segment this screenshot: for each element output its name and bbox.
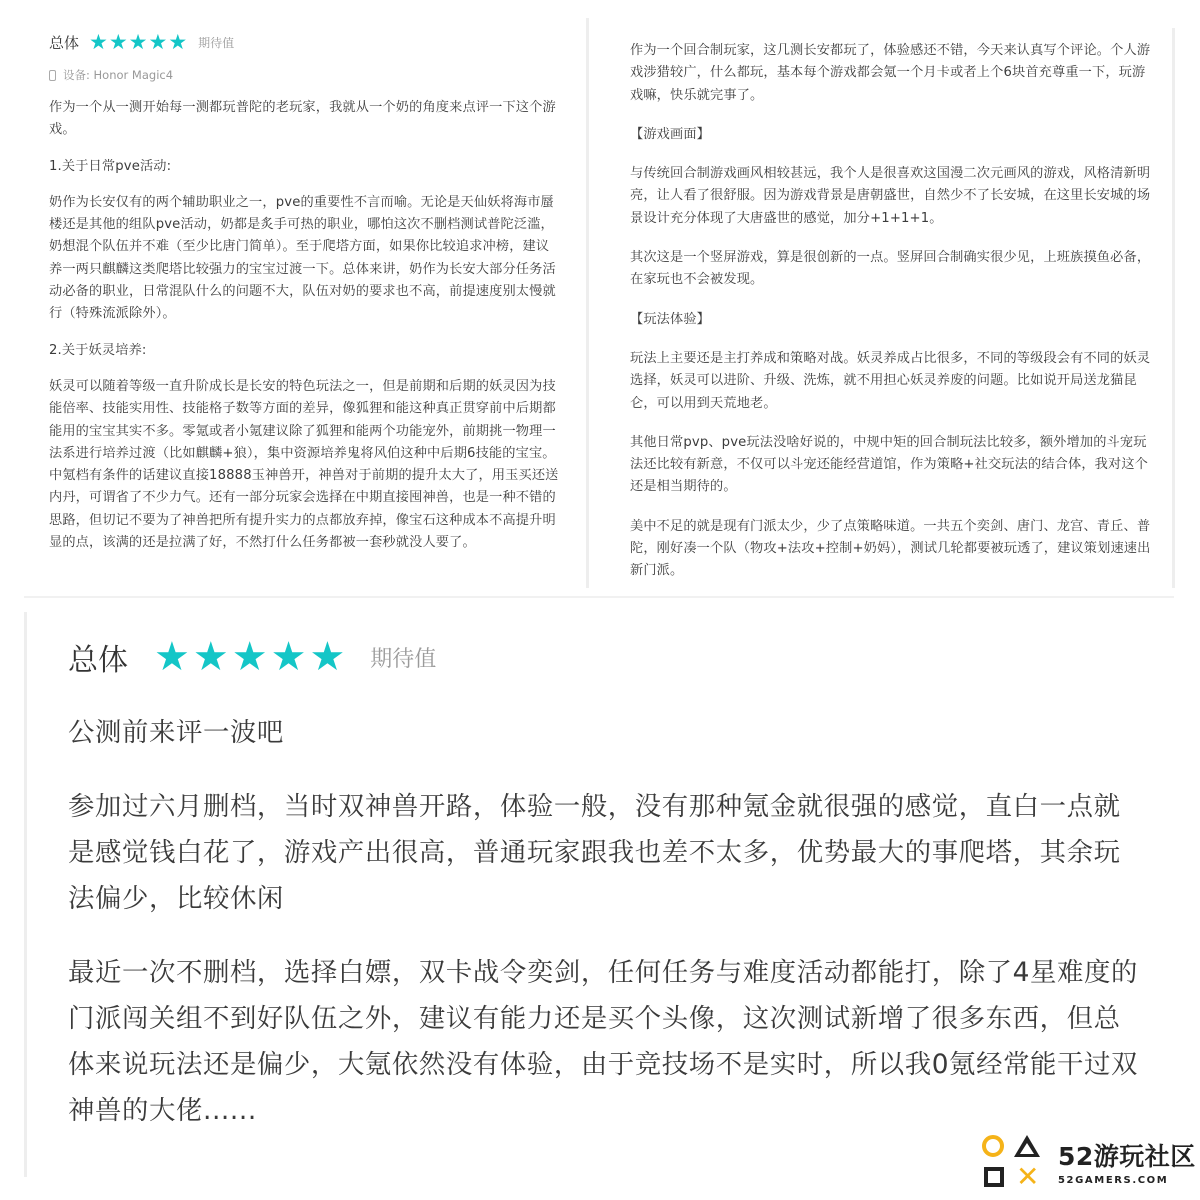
review-paragraph: 其他日常pvp、pve玩法没啥好说的，中规中矩的回合制玩法比较多，额外增加的斗宠玩法还比较有新意，不仅可以斗宠还能经营道馆，作为策略+社交玩法的结合体，我对这个还是相当期待的。 [630, 434, 1149, 495]
divider [1172, 28, 1175, 588]
star-icon: ★ [148, 29, 168, 54]
watermark-logo [980, 1126, 1200, 1200]
review-paragraph: 奶作为长安仅有的两个辅助职业之一，pve的重要性不言而喻。无论是天仙妖将海市蜃楼还是其他的组队pve活动，奶都是炙手可热的职业，哪怕这次不删档测试普陀泛滥，奶想混个队伍并不难（至少比唐门简单）。至于爬塔方面，如果你比较追求冲榜，建议养一两只麒麟这类爬塔比较强力的宝宝过渡一下。总体来讲，奶作为长安大部分任务活动必备的职业，日常混队什么的问题不大，队伍对奶的要求也不高，前提速度别太慢就行（特殊流派除外）。 [49, 194, 556, 322]
review-paragraph: 玩法上主要还是主打养成和策略对战。妖灵养成占比很多，不同的等级段会有不同的妖灵选择，妖灵可以进阶、升级、洗炼，就不用担心妖灵养废的问题。比如说开局送龙猫昆仑，可以用到天荒地老。 [630, 350, 1151, 411]
watermark-title: 52游玩社区 [1058, 1141, 1196, 1171]
rating-label: 总体 [49, 33, 80, 52]
star-icon: ★ [192, 634, 229, 680]
review-paragraph: 美中不足的就是现有门派太少，少了点策略味道。一共五个奕剑、唐门、龙宫、青丘、普陀，刚好凑一个队（物攻+法攻+控制+奶妈），测试几轮都要被玩透了，建议策划速速出新门派。 [630, 518, 1151, 579]
star-rating [154, 634, 348, 680]
rating-status: 期待值 [370, 646, 437, 672]
star-icon: ★ [154, 634, 190, 680]
phone-icon [49, 70, 56, 81]
star-icon: ★ [128, 29, 148, 54]
section-heading: 【玩法体验】 [630, 311, 711, 327]
star-rating [89, 29, 188, 54]
divider [24, 596, 1174, 598]
watermark-subtitle: 52GAMERS.COM [1058, 1174, 1169, 1186]
section-heading: 【游戏画面】 [630, 126, 711, 142]
review-paragraph: 1.关于日常pve活动: [49, 158, 172, 174]
star-icon: ★ [108, 29, 128, 54]
review-paragraph: 最近一次不删档，选择白嫖，双卡战令奕剑，任何任务与难度活动都能打，除了4星难度的门派闯关组不到好队伍之外，建议有能力还是买个头像，这次测试新增了很多东西，但总体来说玩法还是偏少，大氪依然没有体验，由于竞技场不是实时，所以我0氪经常能干过双神兽的大佬...... [68, 957, 1139, 1126]
review-paragraph: 作为一个回合制玩家，这几测长安都玩了，体验感还不错，今天来认真写个评论。个人游戏涉猎较广，什么都玩，基本每个游戏都会氪一个月卡或者上个6块首充尊重一下，玩游戏嘛，快乐就完事了。 [630, 43, 1151, 103]
rating-label: 总体 [68, 643, 128, 678]
rating-row [68, 634, 1140, 680]
star-icon: ★ [168, 29, 188, 54]
review-card-right [608, 28, 1170, 588]
review-card-bottom [28, 612, 1170, 1177]
square-icon [984, 1167, 1004, 1187]
star-icon: ★ [309, 634, 346, 680]
review-paragraph: 公测前来评一波吧 [68, 717, 284, 748]
review-paragraph: 2.关于妖灵培养: [49, 342, 147, 358]
divider [586, 18, 589, 588]
rating-status: 期待值 [198, 35, 235, 50]
circle-icon [982, 1135, 1004, 1157]
cross-icon: ✕ [1016, 1160, 1040, 1193]
review-paragraph: 参加过六月删档，当时双神兽开路，体验一般，没有那种氪金就很强的感觉，直白一点就是感觉钱白花了，游戏产出很高，普通玩家跟我也差不太多，优势最大的事爬塔，其余玩法偏少，比较休闲 [68, 791, 1121, 914]
review-paragraph: 作为一个从一测开始每一测都玩普陀的老玩家，我就从一个奶的角度来点评一下这个游戏。 [49, 100, 556, 138]
rating-row [49, 30, 562, 54]
device-label: 设备: Honor Magic4 [63, 68, 174, 82]
review-card-left [27, 18, 582, 588]
divider [24, 612, 27, 1177]
star-icon: ★ [270, 634, 307, 680]
review-paragraph: 妖灵可以随着等级一直升阶成长是长安的特色玩法之一，但是前期和后期的妖灵因为技能倍率、技能实用性、技能格子数等方面的差异，像狐狸和能这种真正贯穿前中后期都能用的宝宝其实不多。零氪或者小氪建议除了狐狸和能两个功能宠外，前期挑一物理一法系进行培养过渡（比如麒麟+狼），集中资源培养鬼将风伯这种中后期6技能的宝宝。中氪档有条件的话建议直接18888玉神兽开，神兽对于前期的提升太大了，用玉买还送内丹，可谓省了不少力气。还有一部分玩家会选择在中期直接囤神兽，也是一种不错的思路，但切记不要为了神兽把所有提升实力的点都放弃掉，像宝石这种成本不高提升明显的点，该满的还是拉满了好，不然打什么任务都被一套秒就没人要了。 [49, 378, 559, 551]
logo-icon [980, 1131, 1056, 1195]
review-paragraph: 与传统回合制游戏画风相较甚远，我个人是很喜欢这国漫二次元画风的游戏，风格清新明亮，让人看了很舒服。因为游戏背景是唐朝盛世，自然少不了长安城，在这里长安城的场景设计充分体现了大唐盛世的感觉，加分+1+1+1。 [630, 166, 1151, 226]
star-icon: ★ [89, 29, 108, 54]
device-info [49, 67, 562, 83]
review-paragraph: 其次这是一个竖屏游戏，算是很创新的一点。竖屏回合制确实很少见，上班族摸鱼必备，在家玩也不会被发现。 [630, 250, 1151, 288]
star-icon: ★ [231, 634, 268, 680]
